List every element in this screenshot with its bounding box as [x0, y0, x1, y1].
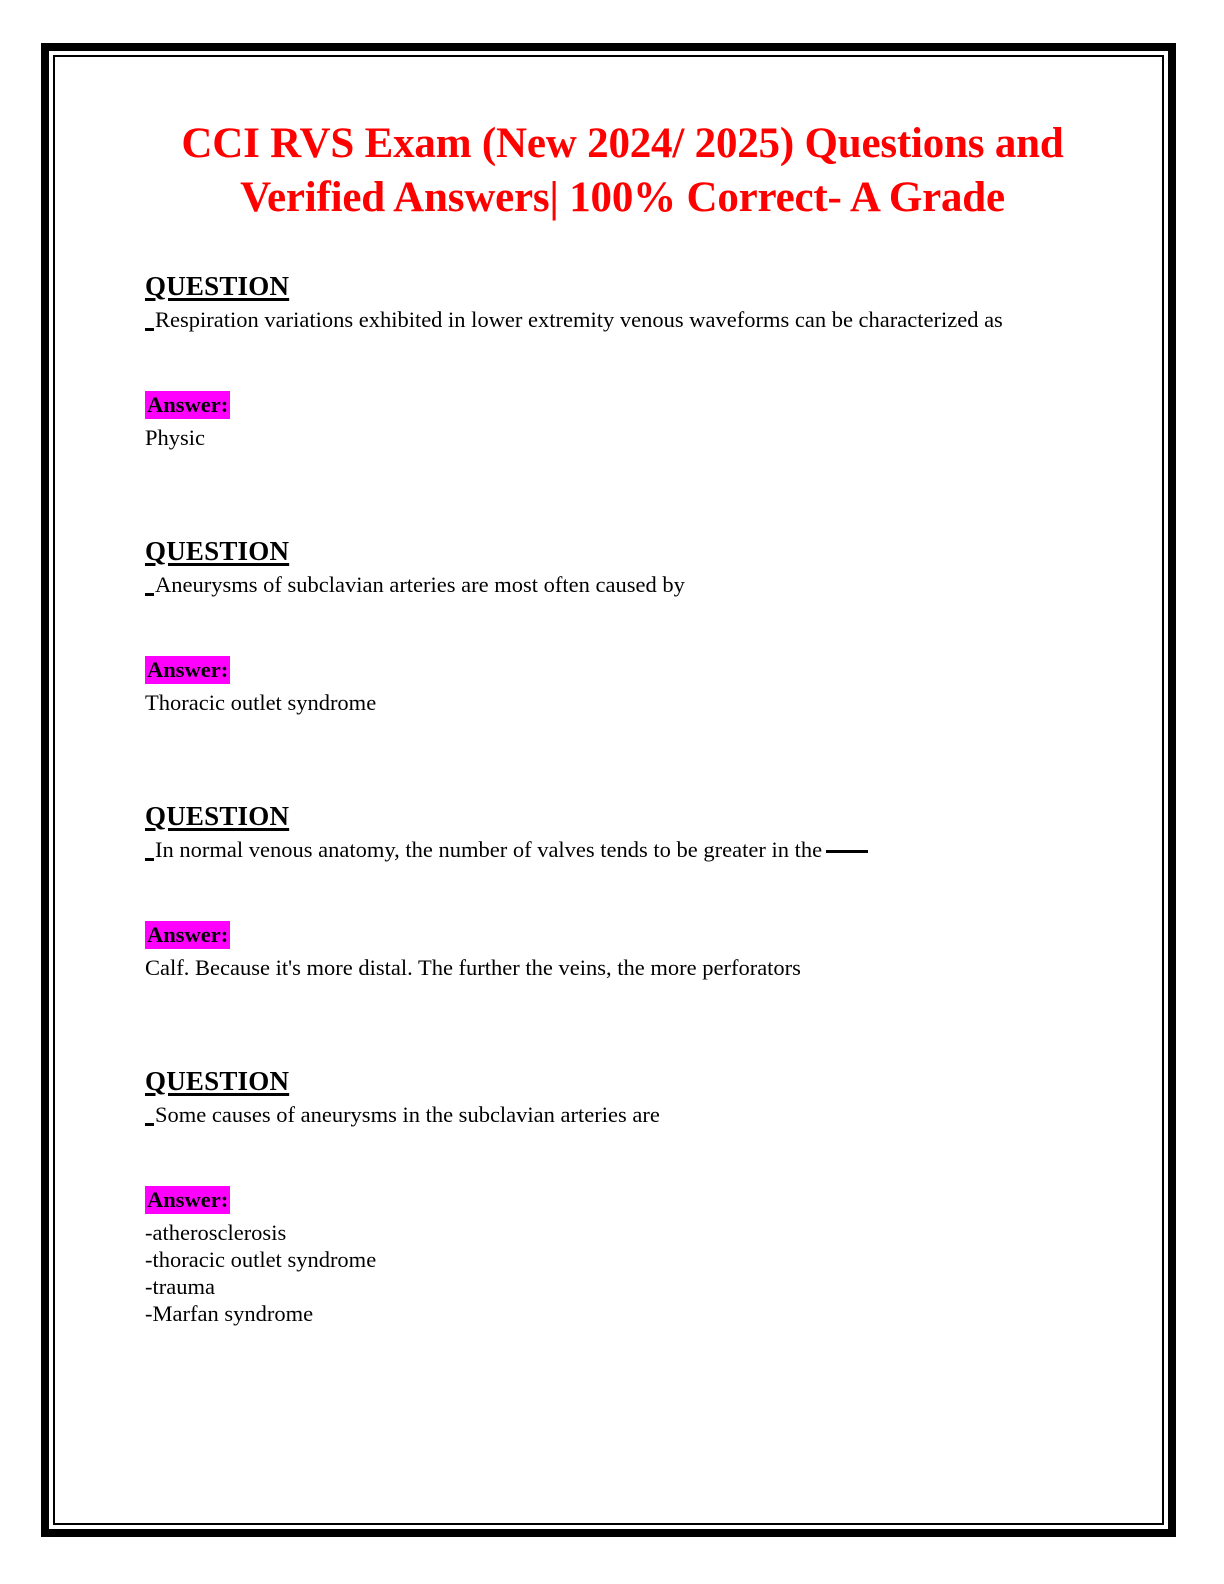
answer-label-row — [145, 391, 1100, 422]
question-text: Some causes of aneurysms in the subclavian arteries are — [155, 1102, 660, 1127]
answer-label: Answer: — [147, 657, 229, 682]
fill-in-blank — [826, 850, 868, 853]
answer-list-item: -atherosclerosis — [145, 1220, 287, 1245]
answer-text: Calf. Because it's more distal. The further the veins, the more perforators — [145, 955, 801, 980]
answer-label: Answer: — [147, 1187, 229, 1212]
page-border-outer — [41, 43, 1176, 1537]
question-text: In normal venous anatomy, the number of valves tends to be greater in the — [155, 837, 823, 862]
answer-text: Physic — [145, 425, 206, 450]
question-text-line — [145, 305, 1100, 335]
question-heading: QUESTION — [145, 536, 290, 566]
question-heading: QUESTION — [145, 1066, 290, 1096]
answer-list — [145, 1219, 1100, 1327]
page-title: CCI RVS Exam (New 2024/ 2025) Questions and Verified Answers| 100% Correct- A Grade — [181, 120, 1064, 221]
answer-list-item: -trauma — [145, 1274, 215, 1299]
question-heading: QUESTION — [145, 801, 290, 831]
qa-block — [145, 801, 1100, 982]
question-text-line — [145, 570, 1100, 600]
qa-block — [145, 271, 1100, 452]
page-border-inner — [53, 55, 1164, 1525]
lead-dash-icon — [145, 1123, 154, 1126]
answer-text: Thoracic outlet syndrome — [145, 690, 377, 715]
question-text: Aneurysms of subclavian arteries are most often caused by — [155, 572, 685, 597]
lead-dash-icon — [145, 858, 154, 861]
answer-list-item: -thoracic outlet syndrome — [145, 1247, 377, 1272]
answer-label: Answer: — [147, 922, 229, 947]
answer-label-row — [145, 921, 1100, 952]
block-spacer — [145, 982, 1100, 1066]
answer-label-row — [145, 656, 1100, 687]
lead-dash-icon — [145, 328, 154, 331]
question-heading: QUESTION — [145, 271, 290, 301]
qa-block — [145, 1066, 1100, 1327]
question-text-line — [145, 835, 1100, 865]
answer-label-row — [145, 1186, 1100, 1217]
block-spacer — [145, 452, 1100, 536]
qa-block — [145, 536, 1100, 717]
answer-label: Answer: — [147, 392, 229, 417]
question-text-line — [145, 1100, 1100, 1130]
lead-dash-icon — [145, 593, 154, 596]
document-body — [55, 57, 1162, 1523]
answer-list-item: -Marfan syndrome — [145, 1301, 314, 1326]
block-spacer — [145, 717, 1100, 801]
question-text: Respiration variations exhibited in lower extremity venous waveforms can be characterized as — [155, 307, 1003, 332]
